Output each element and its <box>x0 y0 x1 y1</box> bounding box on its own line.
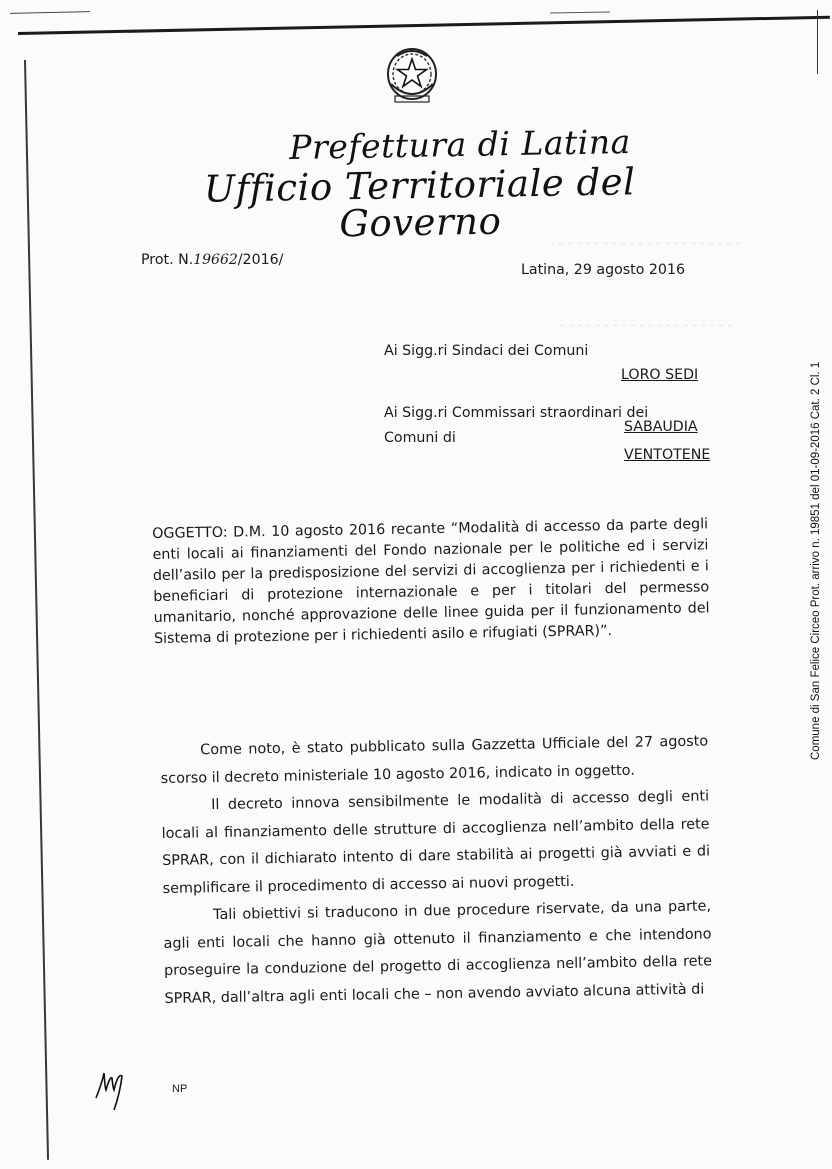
scan-edge-line <box>817 10 818 74</box>
body-paragraph: Come noto, è stato pubblicato sulla Gazzetta Ufficiale del 27 agosto scorso il decreto ministeriale 10 agosto 2016, indicato in oggetto. <box>160 733 709 787</box>
scan-edge-line <box>550 11 610 13</box>
recipient-comuni-di: Comuni di <box>384 430 456 446</box>
protocol-suffix: /2016/ <box>237 252 284 268</box>
letter-body <box>160 728 713 1013</box>
bleed-through-text: - - - - - - - - - - - - - - - - - - - - <box>560 318 733 333</box>
scan-edge-line <box>10 11 90 14</box>
body-paragraph: Tali obiettivi si traducono in due procedure riservate, da una parte, agli enti locali che hanno già ottenuto il finanziamento e che intendono proseguire la conduzione del progetto di accoglienza nell’ambito della rete SPRAR, dall’altra agli enti locali che – non avendo avviato alcuna attività di <box>163 898 713 1007</box>
recipient-line1: Ai Sigg.ri Sindaci dei Comuni <box>384 343 589 359</box>
bleed-through-text: - - - - - - - - - - - - - - - - - - - - - - <box>550 236 740 251</box>
recipient-loro-sedi: LORO SEDI <box>621 367 699 383</box>
subject-text: OGGETTO: D.M. 10 agosto 2016 recante “Modalità di accesso da parte degli enti locali ai finanziamenti del Fondo nazionale per le politiche ed i servizi dell’asilo per la predisposizione del servizi di accoglienza per i richiedenti e i beneficiari di protezione internazionale e per i titolari del permesso umanitario, nonché approvazione delle linee guida per il funzionamento del Sistema di protezione per i richiedenti asilo e rifugiati (SPRAR)”. <box>152 516 710 647</box>
scan-left-border <box>24 60 49 1160</box>
recipient-comune-ventotene: VENTOTENE <box>624 447 711 463</box>
letter-date: Latina, 29 agosto 2016 <box>521 262 686 278</box>
subject-block <box>152 514 710 650</box>
protocol-label: Prot. N. <box>141 252 194 268</box>
arrival-protocol-stamp: Comune di San Felice Circeo Prot. arrivo n. 19851 del 01-09-2016 Cat. 2 Cl. 1 <box>810 361 822 760</box>
footer-np: NP <box>172 1083 188 1095</box>
body-paragraph: Il decreto innova sensibilmente le modalità di accesso degli enti locali al finanziamento delle strutture di accoglienza nell’ambito della rete SPRAR, con il dichiarato intento di dare stabilità ai progetti già avviati e di semplificare il procedimento di accesso ai nuovi progetti. <box>161 788 711 897</box>
handwritten-initials-icon <box>94 1068 134 1113</box>
scan-top-border <box>18 16 830 35</box>
recipient-line2: Ai Sigg.ri Commissari straordinari dei <box>384 405 649 421</box>
recipient-comune-sabaudia: SABAUDIA <box>624 419 698 435</box>
letterhead-line2: Ufficio Territoriale del Governo <box>203 160 636 246</box>
italian-republic-emblem-icon <box>383 44 441 112</box>
protocol-handwritten-number: 19662 <box>193 252 238 268</box>
protocol-number <box>141 252 283 268</box>
letterhead-line1: Prefettura di Latina <box>288 122 632 167</box>
letterhead <box>130 122 710 246</box>
